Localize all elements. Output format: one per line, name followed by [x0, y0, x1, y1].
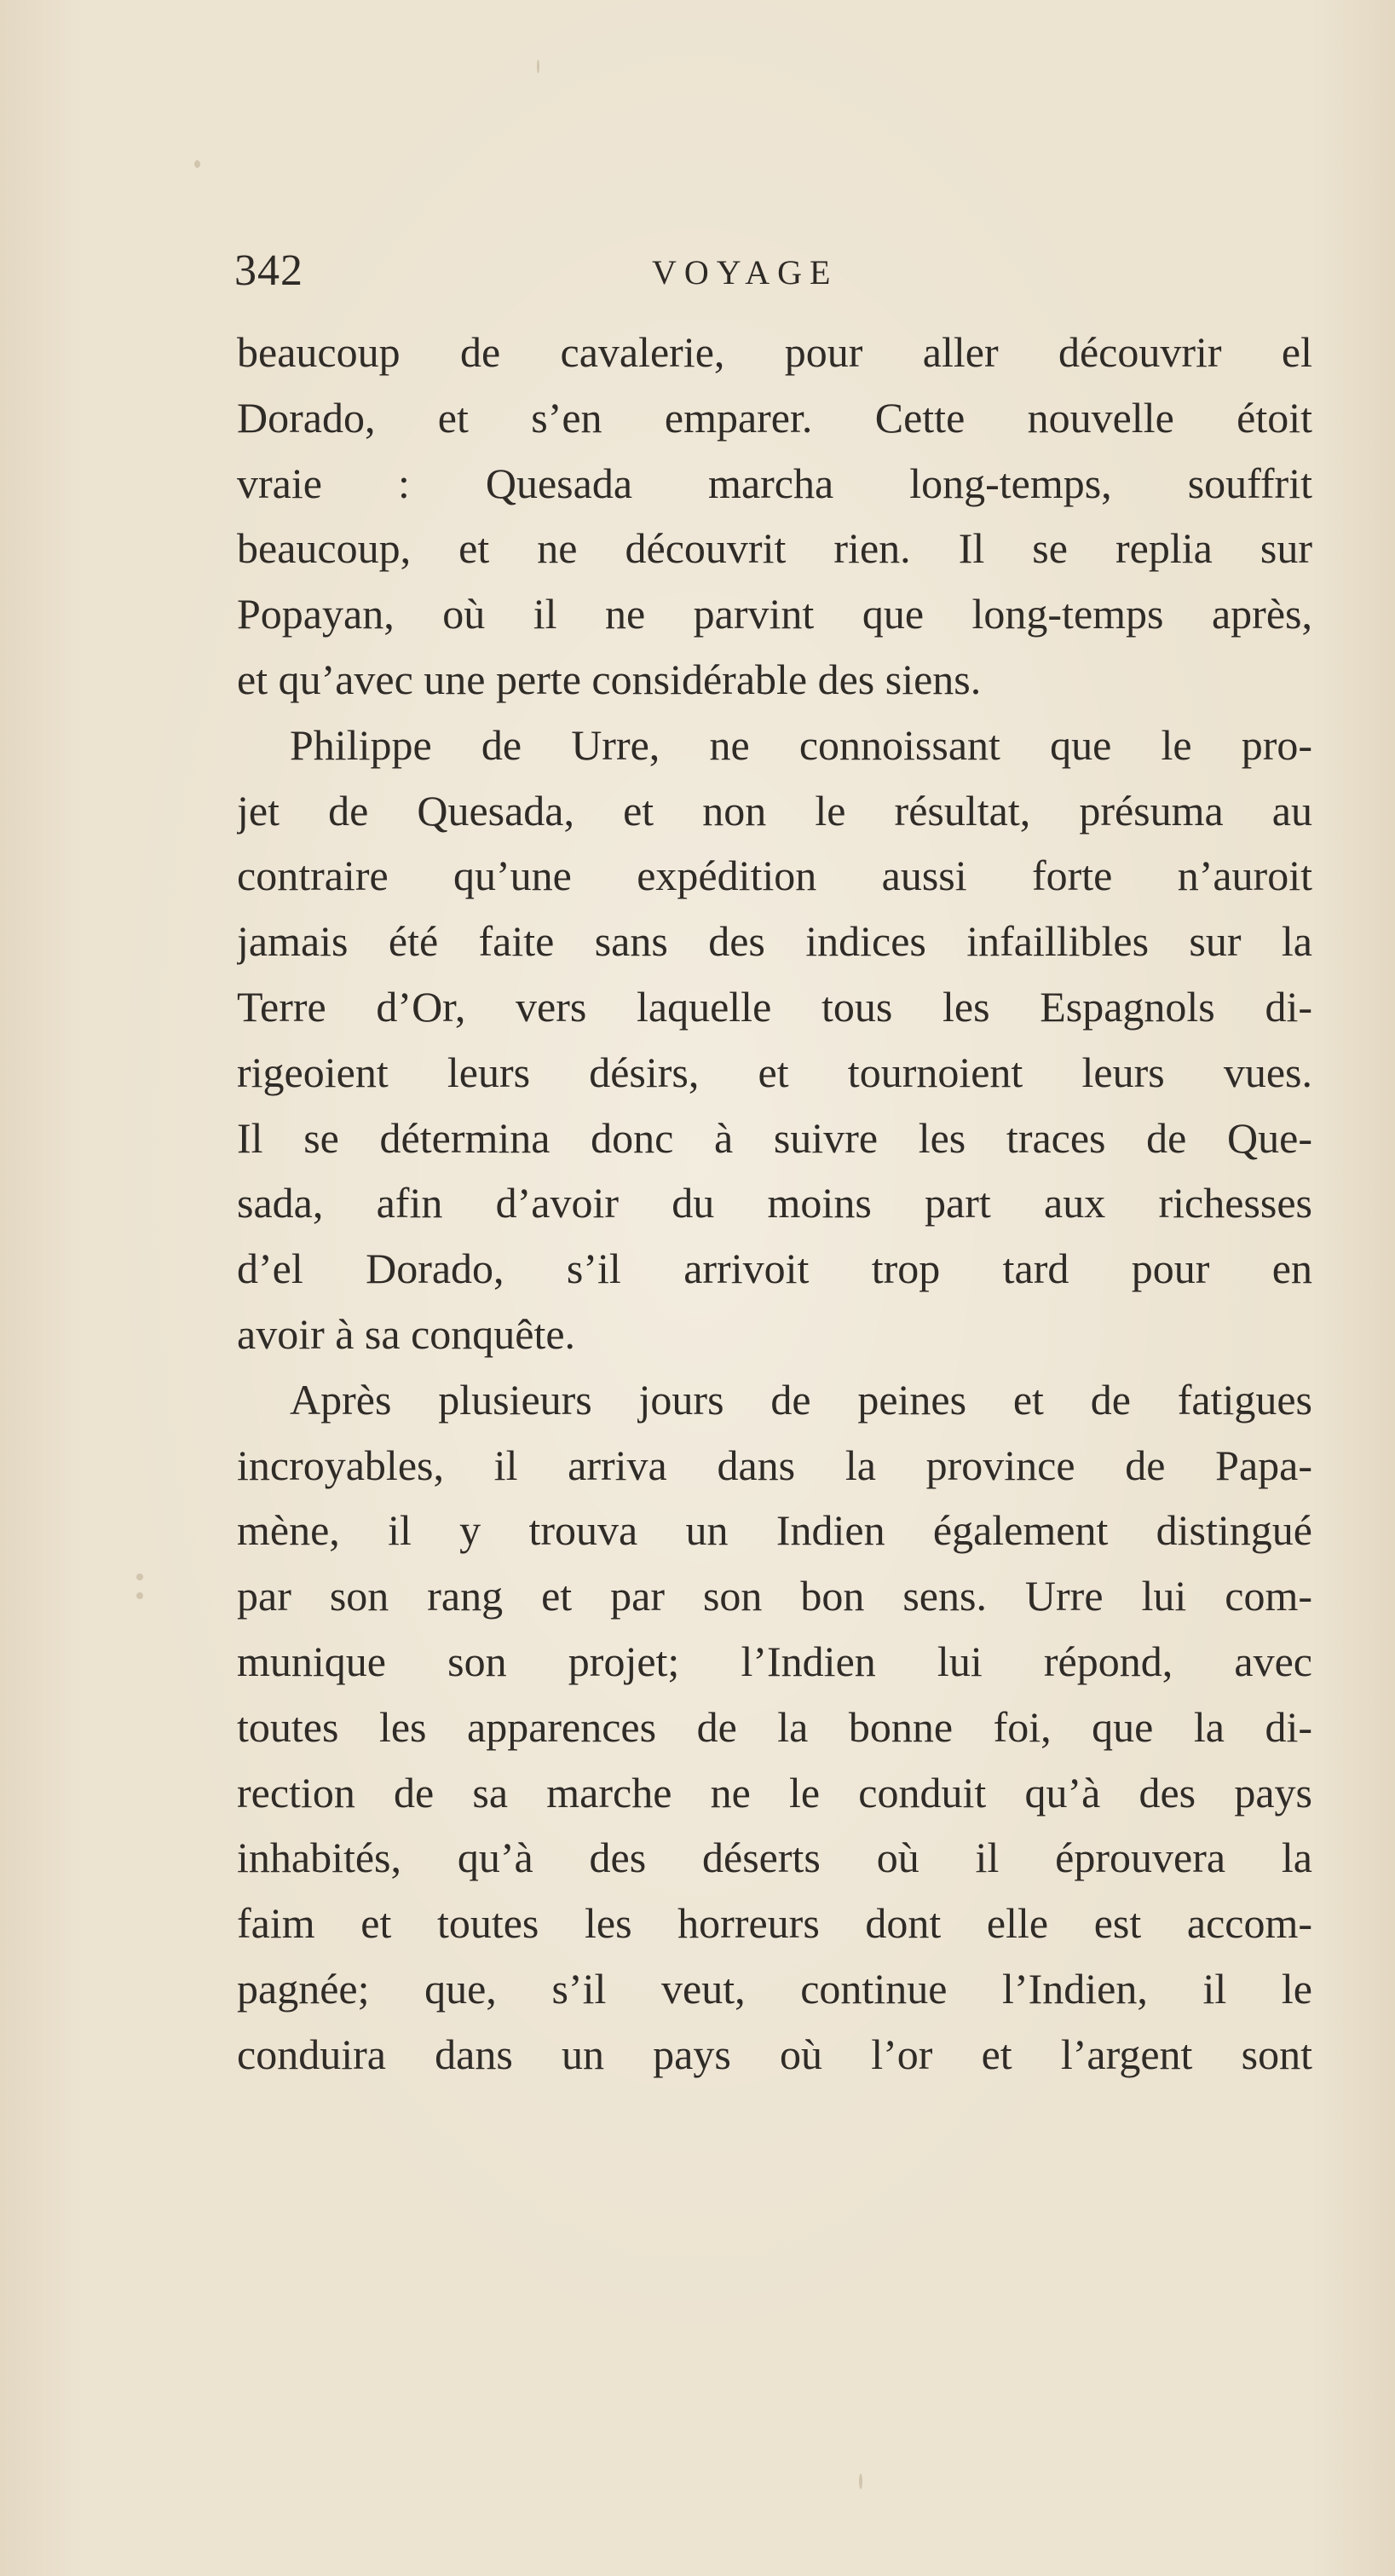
ink-speck [537, 60, 539, 73]
text-line: vraie : Quesada marcha long-temps, souffrit [237, 459, 1312, 507]
text-line: toutes les apparences de la bonne foi, que la di- [237, 1702, 1312, 1751]
text-line: incroyables, il arriva dans la province de Papa- [237, 1441, 1312, 1489]
ink-speck [859, 2474, 862, 2489]
text-line: rigeoient leurs désirs, et tournoient leurs vues. [237, 1048, 1312, 1096]
text-line: Dorado, et s’en emparer. Cette nouvelle étoit [237, 393, 1312, 442]
text-line: et qu’avec une perte considérable des siens. [237, 655, 982, 703]
text-line: avoir à sa conquête. [237, 1309, 576, 1358]
ink-speck [136, 1592, 143, 1599]
text-line: jet de Quesada, et non le résultat, présuma au [237, 786, 1312, 835]
text-line: faim et toutes les horreurs dont elle est accom- [237, 1899, 1312, 1948]
body-text [237, 320, 1312, 2088]
text-line: munique son projet; l’Indien lui répond, avec [237, 1637, 1312, 1685]
text-line: Après plusieurs jours de peines et de fatigues [290, 1375, 1312, 1424]
text-line: conduira dans un pays où l’or et l’argent sont [237, 2030, 1312, 2078]
paragraph [237, 320, 1312, 713]
page-header [234, 245, 1308, 314]
text-line: d’el Dorado, s’il arrivoit trop tard pour en [237, 1245, 1312, 1293]
ink-speck [136, 1574, 143, 1580]
text-line: Terre d’Or, vers laquelle tous les Espagnols di- [237, 982, 1312, 1031]
paragraph [237, 1367, 1312, 2088]
text-line: Philippe de Urre, ne connoissant que le pro- [290, 720, 1312, 769]
paragraph [237, 713, 1312, 1367]
text-line: beaucoup de cavalerie, pour aller découvrir el [237, 328, 1312, 376]
text-line: Il se détermina donc à suivre les traces de Que- [237, 1113, 1312, 1162]
text-line: contraire qu’une expédition aussi forte n’auroit [237, 852, 1312, 900]
text-line: mène, il y trouva un Indien également distingué [237, 1506, 1312, 1555]
ink-speck [194, 160, 200, 168]
text-line: inhabités, qu’à des déserts où il éprouvera la [237, 1834, 1312, 1882]
running-head: VOYAGE [652, 253, 839, 292]
page-number: 342 [234, 246, 303, 295]
text-line: beaucoup, et ne découvrit rien. Il se replia sur [237, 524, 1312, 573]
text-line: jamais été faite sans des indices infaillibles sur la [237, 917, 1312, 966]
text-line: par son rang et par son bon sens. Urre lui com- [237, 1572, 1312, 1620]
text-line: pagnée; que, s’il veut, continue l’Indien, il le [237, 1964, 1312, 2013]
text-line: sada, afin d’avoir du moins part aux richesses [237, 1179, 1312, 1227]
text-line: Popayan, où il ne parvint que long-temps après, [237, 590, 1312, 638]
text-line: rection de sa marche ne le conduit qu’à des pays [237, 1768, 1312, 1816]
